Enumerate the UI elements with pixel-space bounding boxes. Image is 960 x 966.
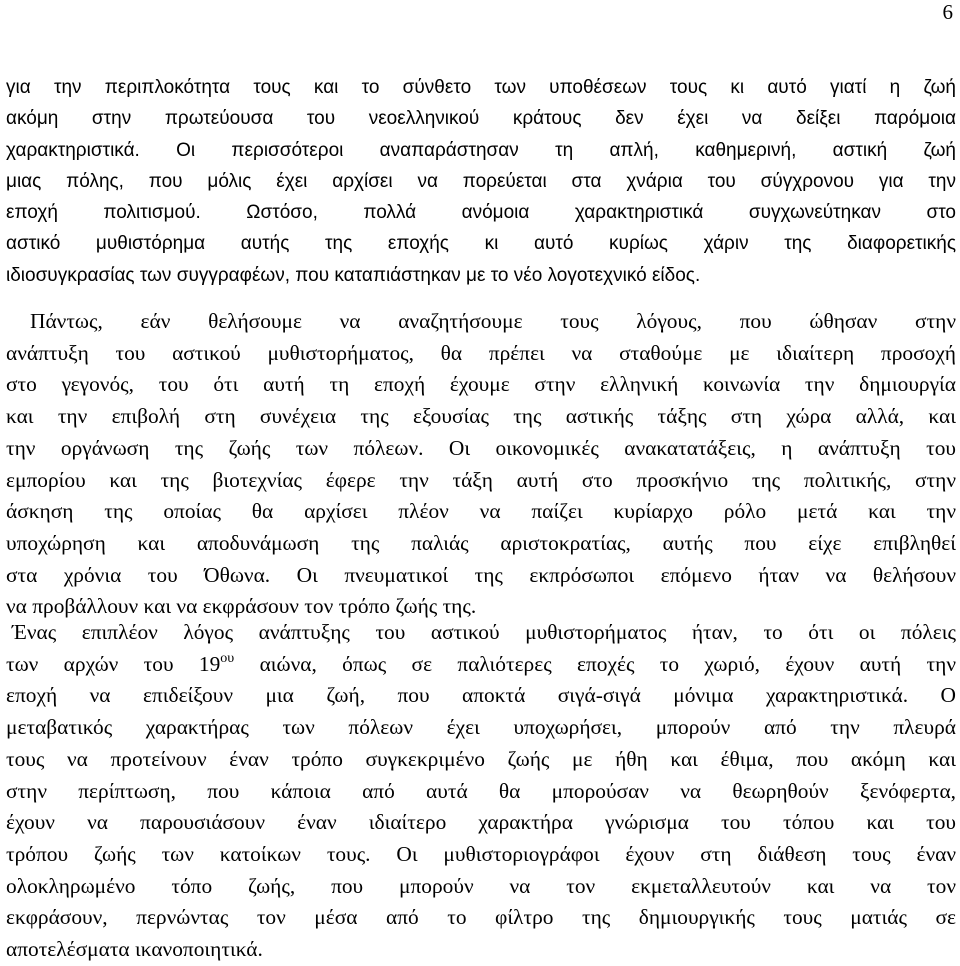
text-line: υποχώρηση και αποδυνάμωση της παλιάς αριστοκρατίας, αυτής που είχε επιβληθεί (6, 530, 956, 555)
text-line: Πάντως, εάν θελήσουμε να αναζητήσουμε τους λόγους, που ώθησαν στην (30, 309, 956, 333)
text-line: τρόπου ζωής των κατοίκων τους. Οι μυθιστοριογράφοι έχουν στη διάθεση τους έναν (6, 841, 956, 866)
text-line: ακόμη στην πρωτεύουσα του νεοελληνικού κράτους δεν έχει να δείξει παρόμοια (6, 108, 956, 130)
text-line: μιας πόλης, που μόλις έχει αρχίσει να πορεύεται στα χνάρια του σύγχρονου για την (6, 170, 956, 192)
text-line: ολοκληρωμένο τόπο ζωής, που μπορούν να τον εκμεταλλευτούν και να τον (6, 873, 956, 898)
text-line: άσκηση της οποίας θα αρχίσει πλέον να παίζει κυρίαρχο ρόλο μετά και την (6, 499, 956, 524)
text-line: εποχή να επιδείξουν μια ζωή, που αποκτά σιγά-σιγά μόνιμα χαρακτηριστικά. Ο (6, 683, 956, 708)
text-line: να προβάλλουν και να εκφράσουν τον τρόπο ζωής της. (6, 594, 477, 619)
text-line: αστικό μυθιστόρημα αυτής της εποχής κι αυτό κυρίως χάριν της διαφορετικής (6, 233, 956, 255)
text-line: χαρακτηριστικά. Οι περισσότεροι αναπαράστησαν τη απλή, καθημερινή, αστική ζωή (6, 139, 956, 161)
text-line: στο γεγονός, του ότι αυτή τη εποχή έχουμε στην ελληνική κοινωνία την δημιουργία (6, 372, 956, 397)
text-line: Ένας επιπλέον λόγος ανάπτυξης του αστικού μυθιστορήματος ήταν, το ότι οι πόλεις (12, 620, 956, 644)
paragraph-1 (6, 72, 956, 291)
page-number: 6 (942, 0, 953, 24)
text-line (6, 649, 956, 681)
superscript: ου (220, 650, 235, 666)
text-line: ανάπτυξη του αστικού μυθιστορήματος, θα πρέπει να σταθούμε με ιδιαίτερη προσοχή (6, 340, 956, 365)
text-line: αποτελέσματα ικανοποιητικά. (6, 937, 263, 962)
text-line: μεταβατικός χαρακτήρας των πόλεων έχει υποχωρήσει, μπορούν από την πλευρά (6, 715, 956, 740)
text-line: τους να προτείνουν έναν τρόπο συγκεκριμένο ζωής με ήθη και έθιμα, που ακόμη και (6, 746, 956, 771)
text-line: εποχή πολιτισμού. Ωστόσο, πολλά ανόμοια χαρακτηριστικά συγχωνεύτηκαν στο (6, 202, 956, 224)
text-line: και την επιβολή στη συνέχεια της εξουσίας της αστικής τάξης στη χώρα αλλά, και (6, 404, 956, 429)
text-line: στην περίπτωση, που κάποια από αυτά θα μπορούσαν να θεωρηθούν ξενόφερτα, (6, 778, 956, 803)
text-fragment: αιώνα, όπως σε παλιότερες εποχές το χωριό, έχουν αυτή την (234, 651, 956, 676)
paragraph-2 (6, 306, 956, 623)
text-line: την οργάνωση της ζωής των πόλεων. Οι οικονομικές ανακατατάξεις, η ανάπτυξη του (6, 435, 956, 460)
text-line: ιδιοσυγκρασίας των συγγραφέων, που καταπιάστηκαν με το νέο λογοτεχνικό είδος. (6, 264, 701, 286)
text-line: έχουν να παρουσιάσουν έναν ιδιαίτερο χαρακτήρα γνώρισμα του τόπου και του (6, 810, 956, 835)
text-line: εμπορίου και της βιοτεχνίας έφερε την τάξη αυτή στο προσκήνιο της πολιτικής, στην (6, 467, 956, 492)
text-line: εκφράσουν, περνώντας τον μέσα από το φίλτρο της δημιουργικής τους ματιάς σε (6, 905, 956, 930)
text-fragment: των αρχών του 19 (6, 651, 221, 676)
text-line: στα χρόνια του Όθωνα. Οι πνευματικοί της εκπρόσωποι επόμενο ήταν να θελήσουν (6, 562, 956, 587)
paragraph-3 (6, 617, 956, 966)
text-line: για την περιπλοκότητα τους και το σύνθετο των υποθέσεων τους κι αυτό γιατί η ζωή (6, 77, 956, 98)
